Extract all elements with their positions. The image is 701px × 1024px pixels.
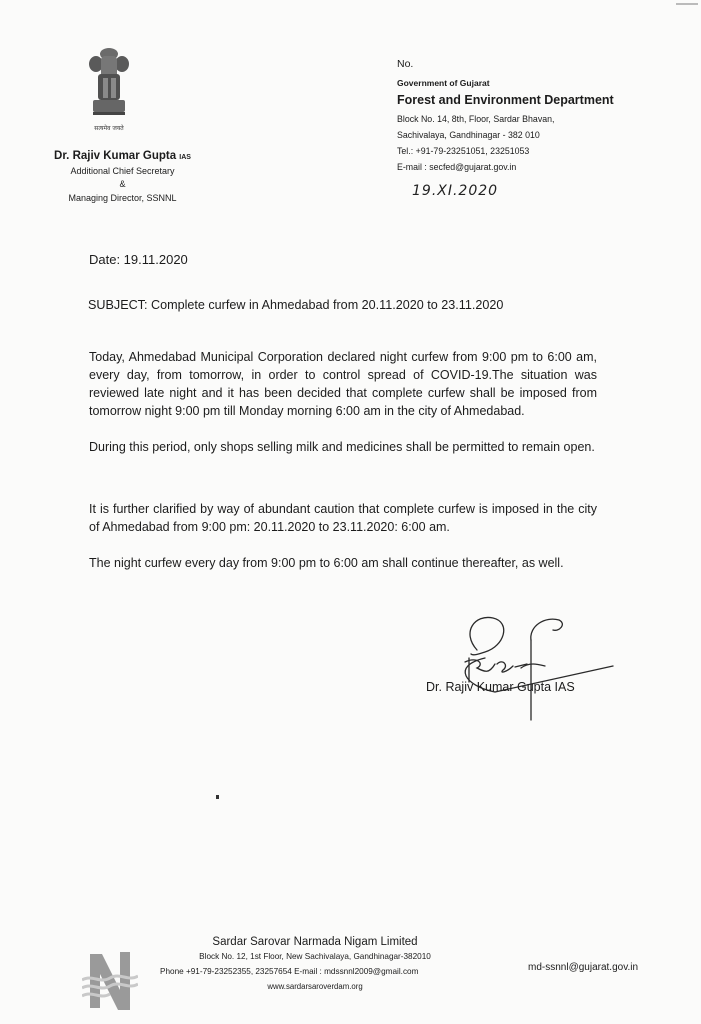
ssnnl-logo-icon <box>82 944 138 1018</box>
office-address-line1: Block No. 14, 8th, Floor, Sardar Bhavan, <box>397 114 555 124</box>
department-name: Forest and Environment Department <box>397 93 614 107</box>
national-emblem-icon <box>84 44 134 136</box>
sender-suffix: IAS <box>179 154 191 161</box>
sender-name-text: Dr. Rajiv Kumar Gupta <box>54 150 177 162</box>
office-address-line2: Sachivalaya, Gandhinagar - 382 010 <box>397 130 540 140</box>
signatory-name: Dr. Rajiv Kumar Gupta IAS <box>426 680 575 694</box>
footer-website: www.sardarsaroverdam.org <box>267 982 363 991</box>
scan-mark <box>676 3 698 5</box>
scan-speck <box>216 795 219 799</box>
footer-phone-email: Phone +91-79-23252355, 23257654 E-mail : mdssnnl2009@gmail.com <box>160 967 419 976</box>
sender-ampersand: & <box>119 179 126 189</box>
emblem-motto: सत्यमेव जयते <box>94 125 124 132</box>
government-name: Government of Gujarat <box>397 78 490 88</box>
office-email: E-mail : secfed@gujarat.gov.in <box>397 162 517 172</box>
office-telephone: Tel.: +91-79-23251051, 23251053 <box>397 146 530 156</box>
reference-number: No. <box>397 58 414 70</box>
handwritten-signature <box>455 612 615 722</box>
body-paragraph: The night curfew every day from 9:00 pm to 6:00 am shall continue thereafter, as well. <box>89 556 564 570</box>
sender-role: Additional Chief Secretary <box>70 166 175 176</box>
body-paragraph: Today, Ahmedabad Municipal Corporation declared night curfew from 9:00 pm to 6:00 am, every day, from tomorrow, in order to control spread of COVID-19.The situation was reviewed late night and it has been decided that complete curfew shall be imposed from tomorrow night 9:00 pm till Monday morning 6:00 am in the city of Ahmedabad. <box>89 350 597 418</box>
footer-alt-email: md-ssnnl@gujarat.gov.in <box>528 962 639 973</box>
sender-role-secondary: Managing Director, SSNNL <box>68 193 177 203</box>
letter-subject: SUBJECT: Complete curfew in Ahmedabad from 20.11.2020 to 23.11.2020 <box>88 298 504 312</box>
body-paragraph: During this period, only shops selling milk and medicines shall be permitted to remain open. <box>89 440 595 454</box>
footer-organization: Sardar Sarovar Narmada Nigam Limited <box>212 936 418 948</box>
footer-address: Block No. 12, 1st Floor, New Sachivalaya, Gandhinagar-382010 <box>199 952 431 961</box>
letter-date: Date: 19.11.2020 <box>89 252 188 267</box>
handwritten-date: 19.XI.2020 <box>412 183 499 199</box>
sender-name <box>30 150 215 162</box>
body-paragraph: It is further clarified by way of abundant caution that complete curfew is imposed in the city of Ahmedabad from 9:00 pm: 20.11.2020 to 23.11.2020: 6:00 am. <box>89 502 597 534</box>
